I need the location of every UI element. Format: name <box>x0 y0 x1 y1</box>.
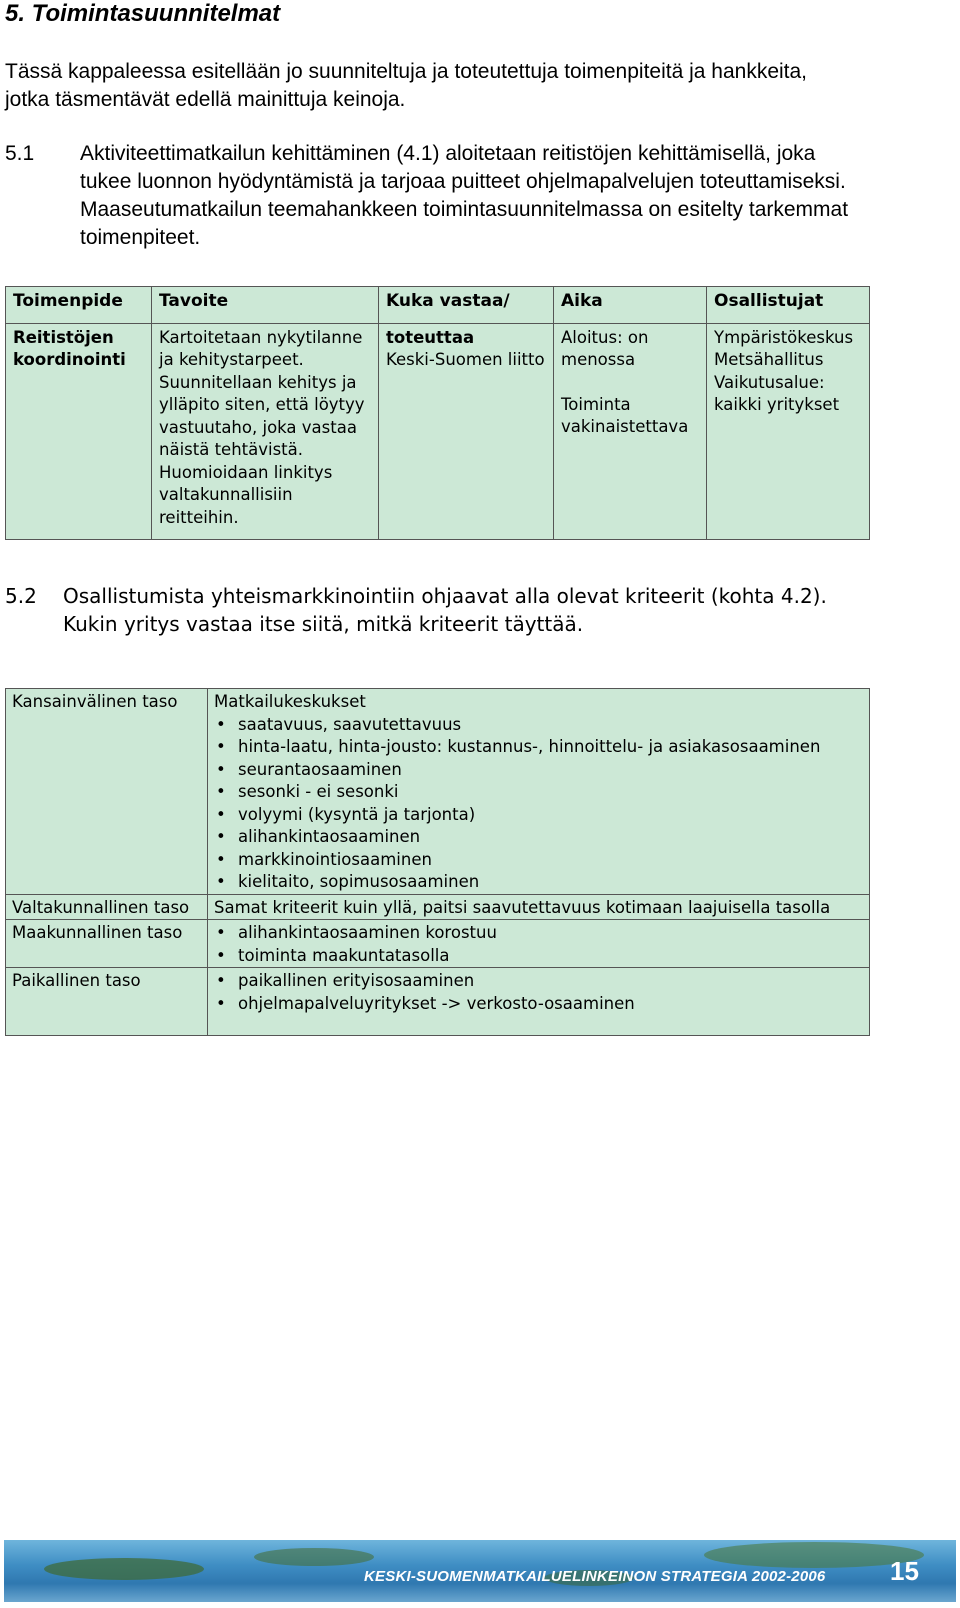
intro-paragraph: Tässä kappaleessa esitellään jo suunniteltuja ja toteutettuja toimenpiteitä ja hankkeita, jotka täsmentävät edellä mainittuja keinoja. <box>5 60 808 111</box>
table-header-row <box>6 287 870 324</box>
table-row <box>6 920 870 968</box>
section-number: 5.2 <box>5 584 37 608</box>
responsible-org: Keski-Suomen liitto <box>386 350 545 369</box>
header-cell: Aika <box>554 287 707 324</box>
footer-banner <box>4 1540 956 1602</box>
list-item: • kielitaito, sopimusosaaminen <box>214 871 864 894</box>
criteria-cell <box>208 920 870 968</box>
criteria-list <box>214 970 864 1015</box>
actions-table <box>5 286 870 540</box>
list-item: • alihankintaosaaminen korostuu <box>214 922 864 945</box>
section-text: Osallistumista yhteismarkkinointiin ohjaavat alla olevat kriteerit (kohta 4.2). Kukin yritys vastaa itse siitä, mitkä kriteerit täyttää. <box>63 584 827 636</box>
criteria-list <box>214 922 864 967</box>
island-shape <box>44 1558 204 1580</box>
time-status: Toiminta vakinaistettava <box>561 394 689 436</box>
island-shape <box>254 1548 374 1566</box>
level-cell: Maakunnallinen taso <box>6 920 208 968</box>
list-item: • hinta-laatu, hinta-jousto: kustannus-, hinnoittelu- ja asiakasosaaminen <box>214 736 864 759</box>
responsible-cell: toteuttaa Keski-Suomen liitto <box>379 323 554 540</box>
criteria-table <box>5 688 870 1036</box>
page-number: 15 <box>890 1556 919 1586</box>
section-text: Aktiviteettimatkailun kehittäminen (4.1) aloitetaan reitistöjen kehittämisellä, joka tukee luonnon hyödyntämistä ja tarjoaa puitteet ohjelmapalvelujen toteuttamiseksi. Maaseutumatkailun teemahankkeen toimintasuunnitelmassa on esitelty tarkemmat toimenpiteet. <box>80 142 849 249</box>
table-row <box>6 968 870 1036</box>
list-item: • paikallinen erityisosaaminen <box>214 970 864 993</box>
list-item: • volyymi (kysyntä ja tarjonta) <box>214 804 864 827</box>
list-item: • toiminta maakuntatasolla <box>214 945 864 968</box>
section-5-1 <box>5 140 865 252</box>
measure-cell: Reitistöjen koordinointi <box>6 323 152 540</box>
time-start: Aloitus: on menossa <box>561 327 649 369</box>
list-item: • markkinointiosaaminen <box>214 849 864 872</box>
header-cell: Toimenpide <box>6 287 152 324</box>
footer-title: KESKI-SUOMENMATKAILUELINKEINON STRATEGIA 2002-2006 <box>364 1568 826 1585</box>
time-cell <box>554 323 707 540</box>
section-5-2 <box>5 582 865 638</box>
header-cell: Tavoite <box>152 287 379 324</box>
level-cell: Kansainvälinen taso <box>6 689 208 895</box>
list-item: • saatavuus, saavutettavuus <box>214 714 864 737</box>
table-row <box>6 689 870 895</box>
level-cell: Paikallinen taso <box>6 968 208 1036</box>
table-row <box>6 894 870 920</box>
section-number: 5.1 <box>5 142 35 165</box>
section-heading: 5. Toimintasuunnitelmat <box>5 0 281 27</box>
list-item: • sesonki - ei sesonki <box>214 781 864 804</box>
participants-cell: Ympäristökeskus Metsähallitus Vaikutusalue: kaikki yritykset <box>707 323 870 540</box>
criteria-list <box>214 714 864 894</box>
criteria-cell <box>208 689 870 895</box>
list-item: • alihankintaosaaminen <box>214 826 864 849</box>
header-cell: Kuka vastaa/ <box>379 287 554 324</box>
list-item: • seurantaosaaminen <box>214 759 864 782</box>
criteria-title: Matkailukeskukset <box>214 692 366 711</box>
header-cell: Osallistujat <box>707 287 870 324</box>
criteria-cell: Samat kriteerit kuin yllä, paitsi saavutettavuus kotimaan laajuisella tasolla <box>208 894 870 920</box>
list-item: • ohjelmapalveluyritykset -> verkosto-osaaminen <box>214 993 864 1016</box>
criteria-cell <box>208 968 870 1036</box>
table-row <box>6 323 870 540</box>
goal-cell: Kartoitetaan nykytilanne ja kehitystarpeet. Suunnitellaan kehitys ja ylläpito siten, että löytyy vastuutaho, joka vastaa näistä tehtävistä. Huomioidaan linkitys valtakunnallisiin reitteihin. <box>152 323 379 540</box>
level-cell: Valtakunnallinen taso <box>6 894 208 920</box>
